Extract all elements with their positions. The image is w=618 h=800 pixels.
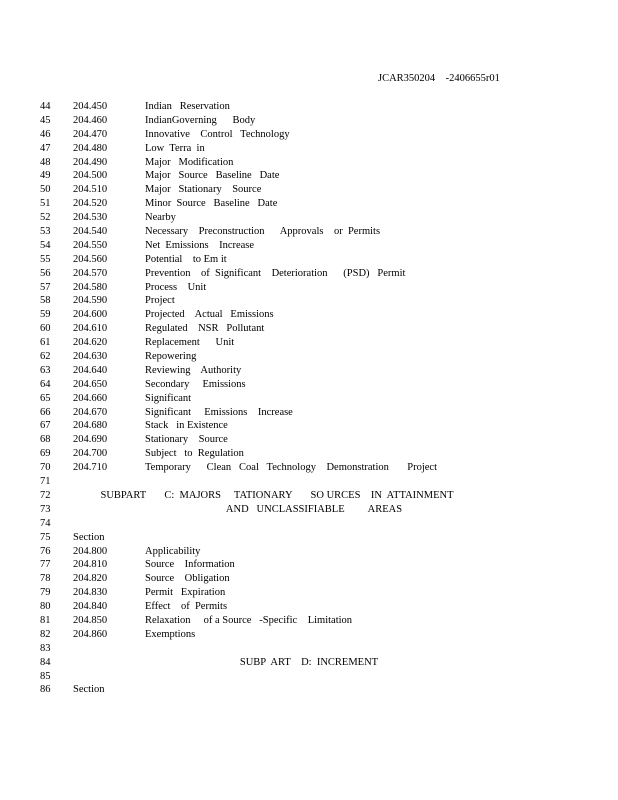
section-title: Net Emissions Increase	[145, 239, 255, 251]
section-title: Indian Reservation	[145, 101, 230, 112]
document-line	[0, 683, 618, 697]
line-number: 64	[40, 378, 51, 390]
subpart-heading: SUBP ART D: INCREMENT	[239, 656, 379, 668]
document-line	[0, 267, 618, 281]
section-title: Stationary Source	[145, 434, 228, 446]
section-title: Source Information	[145, 559, 235, 571]
line-number: 77	[40, 559, 51, 571]
section-title: Potential to Em it	[145, 253, 227, 265]
line-number: 79	[40, 587, 51, 599]
document-line	[0, 253, 618, 267]
line-number: 50	[40, 184, 51, 196]
document-line	[0, 308, 618, 322]
section-title: Subject to Regulation	[145, 448, 244, 460]
document-line	[0, 489, 618, 503]
document-line	[0, 183, 618, 197]
section-number: 204.540	[73, 226, 108, 238]
section-title: Applicability	[145, 545, 201, 557]
section-number: 204.820	[73, 573, 108, 585]
section-number: 204.830	[73, 587, 108, 599]
section-title: Stack in Existence	[145, 420, 228, 432]
section-title: Innovative Control Technology	[145, 128, 290, 140]
section-title: Repowering	[145, 351, 197, 363]
line-number: 71	[40, 476, 51, 488]
line-number: 49	[40, 170, 51, 182]
section-title: Projected Actual Emissions	[145, 309, 274, 321]
section-title: Secondary Emissions	[145, 378, 246, 390]
document-line	[0, 572, 618, 586]
section-number: 204.510	[73, 184, 108, 196]
section-number: 204.670	[73, 406, 108, 418]
section-number: 204.680	[73, 420, 108, 432]
section-number: 204.690	[73, 434, 108, 446]
section-title: Replacement Unit	[145, 337, 235, 349]
section-title: Major Stationary Source	[145, 184, 262, 196]
line-number: 47	[40, 142, 51, 154]
document-line	[0, 378, 618, 392]
section-title: Regulated NSR Pollutant	[145, 323, 265, 335]
line-number: 69	[40, 448, 51, 460]
line-number: 82	[40, 628, 51, 640]
line-number: 76	[40, 545, 51, 557]
line-number: 83	[40, 642, 51, 654]
section-number: 204.480	[73, 142, 108, 154]
section-number: 204.520	[73, 198, 108, 210]
document-line	[0, 531, 618, 545]
line-number: 46	[40, 128, 51, 140]
document-line	[0, 364, 618, 378]
section-title: Significant Emissions Increase	[145, 406, 293, 418]
line-number: 59	[40, 309, 51, 321]
section-number: 204.560	[73, 253, 108, 265]
line-number: 86	[40, 684, 51, 696]
line-number: 68	[40, 434, 51, 446]
section-number: 204.710	[73, 462, 108, 474]
line-number: 81	[40, 614, 51, 626]
section-number: Section	[73, 531, 105, 543]
section-number: 204.550	[73, 239, 108, 251]
section-number: 204.610	[73, 323, 108, 335]
line-number: 72	[40, 489, 51, 501]
document-line	[0, 406, 618, 420]
line-number: 73	[40, 503, 51, 515]
line-number: 61	[40, 337, 51, 349]
line-number: 57	[40, 281, 51, 293]
line-number: 60	[40, 323, 51, 335]
document-line	[0, 461, 618, 475]
line-number: 45	[40, 114, 51, 126]
section-number: 204.840	[73, 601, 108, 613]
document-line	[0, 670, 618, 684]
document-line	[0, 156, 618, 170]
document-line	[0, 128, 618, 142]
document-line	[0, 545, 618, 559]
line-number: 65	[40, 392, 51, 404]
section-number: 204.800	[73, 545, 108, 557]
document-line	[0, 600, 618, 614]
section-number: 204.530	[73, 212, 108, 224]
section-title: IndianGoverning Body	[145, 114, 256, 126]
document-line	[0, 628, 618, 642]
document-line	[0, 197, 618, 211]
document-line	[0, 281, 618, 295]
line-number: 74	[40, 517, 51, 529]
line-number: 51	[40, 198, 51, 210]
section-number: 204.650	[73, 378, 108, 390]
section-title: Minor Source Baseline Date	[145, 198, 278, 210]
section-number: 204.640	[73, 364, 108, 376]
document-line	[0, 211, 618, 225]
section-title: Temporary Clean Coal Technology Demonstration Project	[145, 462, 437, 474]
section-title: Prevention of Significant Deterioration (PSD) Permit	[145, 267, 406, 279]
section-number: 204.660	[73, 392, 108, 404]
section-title: Reviewing Authority	[145, 364, 242, 376]
document-line	[0, 225, 618, 239]
line-number: 44	[40, 101, 51, 112]
section-title: Source Obligation	[145, 573, 230, 585]
section-title: Low Terra in	[145, 142, 205, 154]
line-number: 63	[40, 364, 51, 376]
section-number: 204.860	[73, 628, 108, 640]
line-number: 78	[40, 573, 51, 585]
section-number: 204.810	[73, 559, 108, 571]
line-number: 85	[40, 670, 51, 682]
document-line	[0, 294, 618, 308]
line-number: 55	[40, 253, 51, 265]
section-title: Effect of Permits	[145, 601, 228, 613]
section-number: Section	[73, 684, 105, 696]
document-line	[0, 239, 618, 253]
document-line	[0, 419, 618, 433]
line-number: 58	[40, 295, 51, 307]
document-line	[0, 350, 618, 364]
section-title: Major Source Baseline Date	[145, 170, 280, 182]
section-number: 204.700	[73, 448, 108, 460]
line-number: 70	[40, 462, 51, 474]
line-number: 66	[40, 406, 51, 418]
line-number: 53	[40, 226, 51, 238]
document-line	[0, 114, 618, 128]
section-number: 204.570	[73, 267, 108, 279]
document-line	[0, 475, 618, 489]
line-number: 56	[40, 267, 51, 279]
section-title: Permit Expiration	[145, 587, 226, 599]
line-number: 48	[40, 156, 51, 168]
line-number: 54	[40, 239, 51, 251]
section-number: 204.500	[73, 170, 108, 182]
line-number: 84	[40, 656, 51, 668]
subpart-heading: AND UNCLASSIFIABLE AREAS	[225, 503, 403, 515]
section-title: Process Unit	[145, 281, 207, 293]
section-number: 204.470	[73, 128, 108, 140]
line-number: 52	[40, 212, 51, 224]
section-number: 204.490	[73, 156, 108, 168]
section-number: 204.600	[73, 309, 108, 321]
document-line	[0, 558, 618, 572]
document-line	[0, 433, 618, 447]
section-title: Exemptions	[145, 628, 196, 640]
document-line	[0, 586, 618, 600]
document-code: JCAR350204 -2406655r01	[378, 73, 500, 84]
document-line	[0, 100, 618, 114]
document-line	[0, 392, 618, 406]
document-line	[0, 503, 618, 517]
section-number: 204.630	[73, 351, 108, 363]
section-title: Significant	[145, 392, 192, 404]
section-title: Project	[145, 295, 175, 307]
section-number: 204.620	[73, 337, 108, 349]
document-line	[0, 517, 618, 531]
section-number: 204.450	[73, 101, 108, 112]
document-line	[0, 447, 618, 461]
section-number: 204.590	[73, 295, 108, 307]
document-line	[0, 322, 618, 336]
section-list	[0, 100, 618, 697]
document-line	[0, 336, 618, 350]
section-title: Nearby	[145, 212, 176, 224]
document-line	[0, 142, 618, 156]
line-number: 67	[40, 420, 51, 432]
document-line	[0, 656, 618, 670]
document-line	[0, 614, 618, 628]
document-line	[0, 642, 618, 656]
section-number: 204.580	[73, 281, 108, 293]
subpart-heading: SUBPART C: MAJORS TATIONARY SO URCES IN ATTAINMENT	[100, 489, 454, 501]
section-title: Relaxation of a Source -Specific Limitation	[145, 614, 353, 626]
section-title: Necessary Preconstruction Approvals or Permits	[145, 226, 381, 238]
section-number: 204.850	[73, 614, 108, 626]
line-number: 62	[40, 351, 51, 363]
line-number: 75	[40, 531, 51, 543]
section-title: Major Modification	[145, 156, 234, 168]
document-line	[0, 169, 618, 183]
section-number: 204.460	[73, 114, 108, 126]
line-number: 80	[40, 601, 51, 613]
